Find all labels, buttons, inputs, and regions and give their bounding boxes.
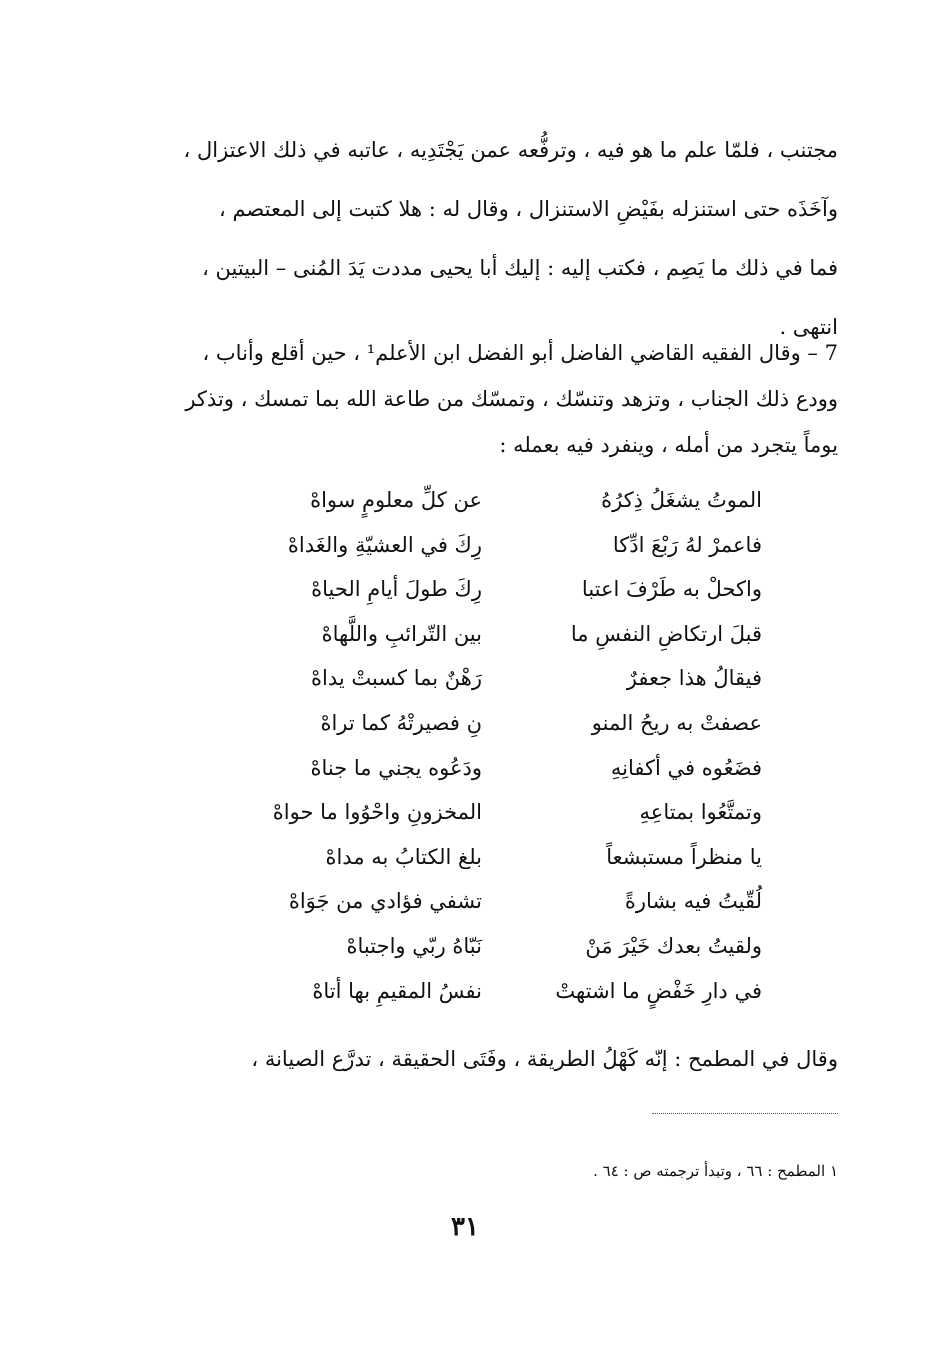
text-line: وقال في المطمح : إنّه كَهْلُ الطريقة ، وفَتَى الحقيقة ، تدرَّع الصيانة ، (251, 1047, 838, 1071)
verse (217, 577, 762, 622)
verse-second-hemistich: رِكَ طولَ أيامِ الحياهْ (311, 577, 482, 602)
verse (217, 800, 762, 845)
verse (217, 979, 762, 1024)
verse-first-hemistich: عصفتْ به ريحُ المنو (591, 710, 762, 735)
verse-first-hemistich: في دارِ خَفْضٍ ما اشتهتْ (555, 978, 762, 1003)
text-line: يوماً يتجرد من أمله ، وينفرد فيه بعمله : (499, 433, 838, 457)
verse-second-hemistich: رِكَ في العشيّةِ والغَداهْ (287, 532, 482, 557)
verse-second-hemistich: نفسُ المقيمِ بها أتاهْ (312, 978, 482, 1003)
paragraph-3 (138, 1049, 838, 1071)
verse-second-hemistich: تشفي فؤادي من جَوَاهْ (288, 889, 482, 914)
verse-first-hemistich: فضَعُوه في أكفانِهِ (610, 755, 762, 780)
verse (217, 666, 762, 711)
text-line: انتهى . (779, 315, 838, 339)
verse-second-hemistich: نَبّاهُ ربّي واجتباهْ (346, 933, 482, 958)
verse-second-hemistich: بلغ الكتابُ به مداهْ (325, 844, 482, 869)
verse (217, 622, 762, 667)
verse-first-hemistich: ولقيتُ بعدك خَيْرَ مَنْ (585, 933, 762, 958)
paragraph-2 (138, 343, 838, 481)
verse (217, 845, 762, 890)
verse-first-hemistich: قبلَ ارتكاضِ النفسِ ما (570, 621, 762, 646)
verse-second-hemistich: نِ فصيرتْهُ كما تراهْ (320, 710, 482, 735)
verse (217, 934, 762, 979)
verse-first-hemistich: وتمتَّعُوا بمتاعِهِ (639, 800, 762, 825)
footnote: ١ المطمح : ٦٦ ، وتبدأ ترجمته ص : ٦٤ . (593, 1162, 838, 1180)
verse (217, 488, 762, 533)
verse-first-hemistich: فاعمرْ لهُ رَبْعَ ادِّكا (612, 532, 762, 557)
page-number: ٣١ (451, 1212, 479, 1242)
text-line: 7 – وقال الفقيه القاضي الفاضل أبو الفضل ابن الأعلم¹ ، حين أقلع وأناب ، (202, 341, 838, 365)
verse-first-hemistich: واكحلْ به طَرْفَ اعتبا (581, 577, 762, 602)
footnote-separator (652, 1113, 838, 1114)
verse-second-hemistich: ودَعُوه يجني ما جناهْ (310, 755, 482, 780)
verse-first-hemistich: فيقالُ هذا جعفرٌ (626, 666, 762, 691)
verse (217, 889, 762, 934)
text-line: فما في ذلك ما يَصِم ، فكتب إليه : إليك أبا يحيى مددت يَدَ المُنى – البيتين ، (202, 256, 838, 280)
verse-first-hemistich: لُقّيتُ فيه بشارةً (624, 889, 762, 914)
verse-second-hemistich: بين التّرائبِ واللَّهاهْ (321, 621, 482, 646)
text-line: وآخَذَه حتى استنزله بفَيْضِ الاستنزال ، وقال له : هلا كتبت إلى المعتصم ، (218, 197, 838, 221)
verse (217, 711, 762, 756)
verse (217, 756, 762, 801)
verse-first-hemistich: يا منظراً مستبشعاً (606, 844, 762, 869)
text-line: مجتنب ، فلمّا علم ما هو فيه ، وترفُّعه عمن يَجْتَدِيه ، عاتبه في ذلك الاعتزال ، (183, 138, 838, 162)
text-line: وودع ذلك الجناب ، وتزهد وتنسّك ، وتمسّك من طاعة الله بما تمسك ، وتذكر (185, 387, 838, 411)
poem (217, 488, 762, 1023)
verse-second-hemistich: المخزونِ واحْوُوا ما حواهْ (272, 800, 482, 825)
verse-first-hemistich: الموتُ يشغَلُ ذِكرُهُ (601, 488, 762, 512)
verse-second-hemistich: عن كلِّ معلومٍ سواهْ (310, 488, 482, 512)
verse (217, 533, 762, 578)
verse-second-hemistich: رَهْنٌ بما كسبتْ يداهْ (310, 666, 482, 691)
